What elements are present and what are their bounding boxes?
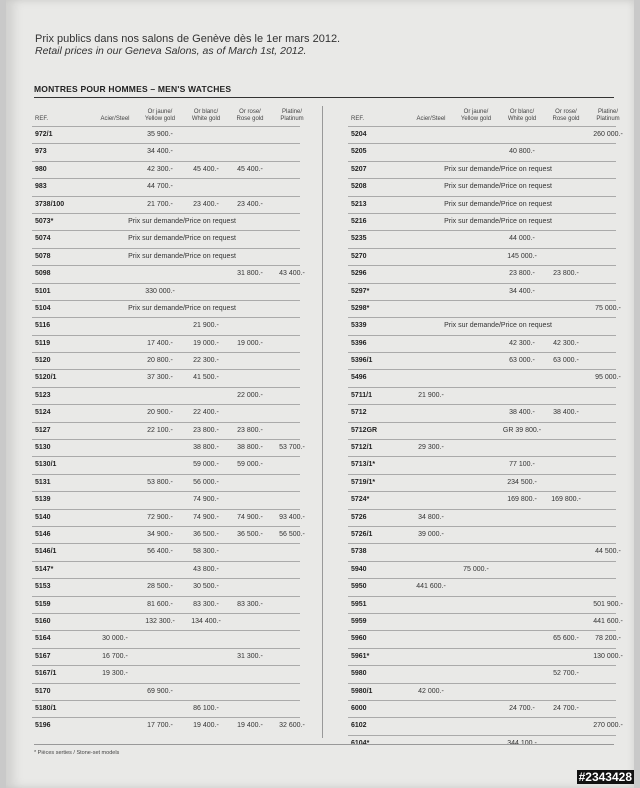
table-row — [348, 126, 623, 143]
price-cell-rose: 59 000.- — [237, 461, 263, 469]
table-row — [32, 126, 300, 143]
price-cell-white: 63 000.- — [509, 357, 535, 365]
price-cell-rose: 74 900.- — [237, 513, 263, 521]
price-cell-rose: 83 300.- — [237, 600, 263, 608]
ref-cell: 5950 — [351, 583, 367, 591]
table-row — [348, 683, 616, 700]
ref-cell: 5120/1 — [35, 374, 57, 382]
table-row — [348, 369, 621, 386]
ref-cell: 5146/1 — [35, 548, 57, 556]
col-header-rose: Or rose/ Rose gold — [552, 109, 580, 122]
table-row — [348, 352, 616, 369]
header-english: Retail prices in our Geneva Salons, as of March 1st, 2012. — [35, 45, 307, 57]
price-cell-yellow: 132 300.- — [145, 617, 175, 625]
table-row — [32, 352, 300, 369]
section-title: MONTRES POUR HOMMES – MEN'S WATCHES — [34, 84, 232, 94]
price-cell-white: 77 100.- — [509, 461, 535, 469]
price-cell-rose: 23 400.- — [237, 200, 263, 208]
ref-cell: 5270 — [351, 252, 367, 260]
ref-cell: 5297* — [351, 287, 370, 295]
table-row — [32, 613, 300, 630]
table-row — [32, 265, 305, 282]
table-row — [32, 196, 300, 213]
price-cell-white: 21 900.- — [193, 322, 219, 330]
ref-cell: 5496 — [351, 374, 367, 382]
price-cell-yellow: 34 900.- — [147, 530, 173, 538]
price-on-request-cell: Prix sur demande/Price on request — [128, 217, 236, 225]
ref-cell: 5074 — [35, 235, 51, 243]
price-cell-steel: 30 000.- — [102, 635, 128, 643]
ref-cell: 5140 — [35, 513, 51, 521]
price-cell-platinum: 441 600.- — [593, 617, 623, 625]
ref-cell: 980 — [35, 165, 47, 173]
ref-cell: 5712 — [351, 409, 367, 417]
ref-cell: 5153 — [35, 583, 51, 591]
price-cell-white: 22 300.- — [193, 357, 219, 365]
ref-cell: 5104 — [35, 304, 51, 312]
table-row — [348, 561, 616, 578]
price-cell-rose: 63 000.- — [553, 357, 579, 365]
ref-cell: 972/1 — [35, 131, 53, 138]
price-cell-rose: 24 700.- — [553, 704, 579, 712]
price-cell-yellow: 44 700.- — [147, 183, 173, 191]
ref-cell: 5712GR — [351, 426, 378, 434]
ref-cell: 5127 — [35, 426, 51, 434]
price-cell-rose: 23 800.- — [553, 270, 579, 278]
table-row — [348, 422, 616, 439]
ref-cell: 5119 — [35, 339, 51, 347]
table-row — [348, 578, 616, 595]
ref-cell: 5712/1 — [351, 444, 373, 452]
table-row — [32, 143, 300, 160]
table-row — [32, 648, 300, 665]
table-row — [348, 248, 616, 265]
ref-cell: 5146 — [35, 530, 51, 538]
ref-cell: 5396/1 — [351, 357, 373, 365]
footer-rule — [34, 744, 614, 745]
price-cell-white: 23 800.- — [193, 426, 219, 434]
table-row — [348, 387, 616, 404]
ref-cell: 6104* — [351, 739, 370, 747]
price-cell-white: 22 400.- — [193, 409, 219, 417]
table-row — [348, 509, 616, 526]
price-cell-yellow: 17 700.- — [147, 722, 173, 730]
price-cell-rose: 65 600.- — [553, 635, 579, 643]
price-cell-platinum: 260 000.- — [593, 131, 623, 138]
price-cell-yellow: 28 500.- — [147, 583, 173, 591]
ref-cell: 5207 — [351, 165, 367, 173]
price-on-request-cell: Prix sur demande/Price on request — [128, 235, 236, 243]
price-cell-rose: 22 000.- — [237, 391, 263, 399]
price-cell-yellow: 42 300.- — [147, 165, 173, 173]
table-row — [348, 196, 616, 213]
image-id-stamp: #2343428 — [578, 770, 632, 784]
price-cell-yellow: 17 400.- — [147, 339, 173, 347]
col-header-yellow: Or jaune/ Yellow gold — [144, 109, 176, 122]
ref-cell: 5167/1 — [35, 670, 57, 678]
ref-cell: 5713/1* — [351, 461, 376, 469]
table-row — [32, 283, 300, 300]
price-cell-white: 44 000.- — [509, 235, 535, 243]
price-cell-white: 34 400.- — [509, 287, 535, 295]
ref-cell: 5980/1 — [351, 687, 373, 695]
ref-cell: 5726/1 — [351, 530, 373, 538]
table-row — [32, 491, 300, 508]
table-row — [348, 665, 616, 682]
price-cell-white: 344 100.- — [507, 739, 537, 747]
table-row — [32, 509, 305, 526]
col-header-ref: REF. — [35, 116, 49, 122]
price-cell-rose: 52 700.- — [553, 670, 579, 678]
ref-cell: 6102 — [351, 722, 367, 730]
ref-cell: 5339 — [351, 322, 367, 330]
table-row — [32, 335, 300, 352]
column-headers — [348, 102, 620, 126]
price-cell-white: 86 100.- — [193, 704, 219, 712]
ref-cell: 5213 — [351, 200, 367, 208]
col-header-white: Or blanc/ White gold — [191, 109, 221, 122]
ref-cell: 5959 — [351, 617, 367, 625]
table-row — [348, 700, 616, 717]
price-cell-white: 43 800.- — [193, 565, 219, 573]
price-cell-white: 23 400.- — [193, 200, 219, 208]
table-row — [348, 161, 616, 178]
table-row — [32, 422, 300, 439]
price-cell-white: 74 900.- — [193, 513, 219, 521]
table-row — [348, 543, 621, 560]
table-row — [348, 404, 616, 421]
ref-cell: 973 — [35, 148, 47, 156]
price-cell-yellow: 53 800.- — [147, 478, 173, 486]
table-row — [32, 161, 300, 178]
ref-cell: 5078 — [35, 252, 51, 260]
price-cell-steel: 19 300.- — [102, 670, 128, 678]
table-row — [348, 526, 616, 543]
price-cell-white: 23 800.- — [509, 270, 535, 278]
ref-cell: 5296 — [351, 270, 367, 278]
table-row — [348, 439, 616, 456]
price-cell-steel: 42 000.- — [418, 687, 444, 695]
price-cell-platinum: 93 400.- — [279, 513, 305, 521]
price-cell-white: 145 000.- — [507, 252, 537, 260]
price-cell-rose: 31 800.- — [237, 270, 263, 278]
price-cell-white: 19 000.- — [193, 339, 219, 347]
price-cell-white: 74 900.- — [193, 496, 219, 504]
price-cell-rose: 31 300.- — [237, 652, 263, 660]
price-cell-white: 38 800.- — [193, 444, 219, 452]
price-cell-yellow: 20 800.- — [147, 357, 173, 365]
ref-cell: 5204 — [351, 131, 367, 138]
price-cell-white: 41 500.- — [193, 374, 219, 382]
price-cell-yellow: 75 000.- — [463, 565, 489, 573]
table-row — [32, 543, 300, 560]
price-cell-yellow: 35 900.- — [147, 131, 173, 138]
ref-cell: 5123 — [35, 391, 51, 399]
table-row — [32, 213, 300, 230]
price-on-request-cell: Prix sur demande/Price on request — [128, 252, 236, 260]
table-row — [348, 143, 616, 160]
section-rule — [34, 97, 614, 98]
ref-cell: 3738/100 — [35, 200, 65, 208]
ref-cell: 5139 — [35, 496, 51, 504]
ref-cell: 5120 — [35, 357, 51, 365]
col-header-steel: Acier/Steel — [100, 116, 130, 122]
ref-cell: 5711/1 — [351, 391, 373, 399]
table-row — [348, 335, 616, 352]
table-row — [32, 630, 300, 647]
price-cell-yellow: 37 300.- — [147, 374, 173, 382]
price-cell-white: 134 400.- — [191, 617, 221, 625]
ref-cell: 5098 — [35, 270, 51, 278]
ref-cell: 5961* — [351, 652, 370, 660]
ref-cell: 983 — [35, 183, 47, 191]
ref-cell: 5116 — [35, 322, 51, 330]
table-row — [348, 474, 616, 491]
table-row — [32, 178, 300, 195]
col-header-platinum: Platine/ Platinum — [280, 109, 304, 122]
price-cell-yellow: 81 600.- — [147, 600, 173, 608]
table-row — [348, 283, 616, 300]
price-cell-rose: 38 400.- — [553, 409, 579, 417]
ref-cell: 5159 — [35, 600, 51, 608]
price-cell-rose: 38 800.- — [237, 444, 263, 452]
price-cell-rose: 45 400.- — [237, 165, 263, 173]
price-table-left — [32, 102, 305, 735]
price-cell-white: 42 300.- — [509, 339, 535, 347]
col-header-ref: REF. — [351, 116, 365, 122]
table-row — [32, 717, 305, 734]
price-cell-rose: 169 800.- — [551, 496, 581, 504]
table-row — [348, 717, 623, 734]
col-header-white: Or blanc/ White gold — [507, 109, 537, 122]
price-cell-white: 40 800.- — [509, 148, 535, 156]
price-cell-steel: 441 600.- — [416, 583, 446, 591]
price-cell-white: 56 000.- — [193, 478, 219, 486]
table-row — [348, 178, 616, 195]
col-header-rose: Or rose/ Rose gold — [236, 109, 264, 122]
ref-cell: 5130 — [35, 444, 51, 452]
ref-cell: 5724* — [351, 496, 370, 504]
price-cell-platinum: 75 000.- — [595, 304, 621, 312]
price-cell-yellow: 20 900.- — [147, 409, 173, 417]
price-on-request-cell: Prix sur demande/Price on request — [444, 183, 552, 191]
ref-cell: 6000 — [351, 704, 367, 712]
ref-cell: 5235 — [351, 235, 367, 243]
ref-cell: 5205 — [351, 148, 367, 156]
table-row — [348, 630, 621, 647]
price-cell-yellow: 330 000.- — [145, 287, 175, 295]
table-row — [348, 265, 616, 282]
table-row — [348, 456, 616, 473]
table-row — [32, 456, 300, 473]
price-cell-steel: 29 300.- — [418, 444, 444, 452]
price-cell-white: 59 000.- — [193, 461, 219, 469]
price-cell-platinum: 44 500.- — [595, 548, 621, 556]
price-cell-white: 58 300.- — [193, 548, 219, 556]
price-cell-platinum: 78 200.- — [595, 635, 621, 643]
price-cell-white: 30 500.- — [193, 583, 219, 591]
price-cell-rose: 19 000.- — [237, 339, 263, 347]
price-on-request-cell: Prix sur demande/Price on request — [444, 217, 552, 225]
ref-cell: 5726 — [351, 513, 367, 521]
price-cell-rose: 36 500.- — [237, 530, 263, 538]
table-row — [348, 317, 616, 334]
ref-cell: 5160 — [35, 617, 51, 625]
price-cell-white: 38 400.- — [509, 409, 535, 417]
price-cell-white: 19 400.- — [193, 722, 219, 730]
ref-cell: 5216 — [351, 217, 367, 225]
price-cell-steel: 16 700.- — [102, 652, 128, 660]
ref-cell: 5073* — [35, 217, 54, 225]
table-row — [348, 613, 623, 630]
price-cell-white: 169 800.- — [507, 496, 537, 504]
ref-cell: 5980 — [351, 670, 367, 678]
table-row — [32, 596, 300, 613]
price-cell-rose: 23 800.- — [237, 426, 263, 434]
price-cell-white: GR 39 800.- — [502, 426, 542, 434]
column-divider — [322, 106, 323, 738]
header-french: Prix publics dans nos salons de Genève dès le 1er mars 2012. — [35, 33, 341, 45]
price-cell-platinum: 501 900.- — [593, 600, 623, 608]
table-row — [32, 387, 300, 404]
price-cell-platinum: 130 000.- — [593, 652, 623, 660]
table-row — [32, 561, 300, 578]
price-cell-rose: 19 400.- — [237, 722, 263, 730]
price-cell-platinum: 95 000.- — [595, 374, 621, 382]
price-cell-platinum: 43 400.- — [279, 270, 305, 278]
col-header-platinum: Platine/ Platinum — [596, 109, 620, 122]
footnote: * Pièces serties / Stone-set models — [34, 750, 120, 756]
price-cell-yellow: 56 400.- — [147, 548, 173, 556]
ref-cell: 5940 — [351, 565, 367, 573]
price-cell-yellow: 22 100.- — [147, 426, 173, 434]
table-row — [348, 648, 623, 665]
table-row — [32, 230, 300, 247]
price-on-request-cell: Prix sur demande/Price on request — [444, 322, 552, 330]
table-row — [32, 404, 300, 421]
price-cell-platinum: 32 600.- — [279, 722, 305, 730]
table-row — [32, 700, 300, 717]
ref-cell: 5167 — [35, 652, 51, 660]
table-row — [348, 300, 621, 317]
price-on-request-cell: Prix sur demande/Price on request — [444, 165, 552, 173]
price-cell-steel: 21 900.- — [418, 391, 444, 399]
price-cell-rose: 42 300.- — [553, 339, 579, 347]
price-on-request-cell: Prix sur demande/Price on request — [444, 200, 552, 208]
ref-cell: 5170 — [35, 687, 51, 695]
ref-cell: 5951 — [351, 600, 367, 608]
ref-cell: 5131 — [35, 478, 51, 486]
table-row — [348, 213, 616, 230]
price-cell-platinum: 53 700.- — [279, 444, 305, 452]
table-row — [348, 596, 623, 613]
table-row — [32, 317, 300, 334]
price-table-right — [348, 102, 623, 752]
col-header-yellow: Or jaune/ Yellow gold — [460, 109, 492, 122]
ref-cell: 5960 — [351, 635, 367, 643]
price-cell-yellow: 69 900.- — [147, 687, 173, 695]
ref-cell: 5180/1 — [35, 704, 57, 712]
price-cell-white: 45 400.- — [193, 165, 219, 173]
price-cell-yellow: 72 900.- — [147, 513, 173, 521]
table-row — [32, 300, 300, 317]
price-cell-white: 234 500.- — [507, 478, 537, 486]
ref-cell: 5298* — [351, 304, 370, 312]
table-row — [32, 526, 305, 543]
table-row — [32, 369, 300, 386]
ref-cell: 5396 — [351, 339, 367, 347]
ref-cell: 5101 — [35, 287, 51, 295]
price-cell-steel: 34 800.- — [418, 513, 444, 521]
ref-cell: 5147* — [35, 565, 54, 573]
table-row — [348, 230, 616, 247]
price-cell-white: 83 300.- — [193, 600, 219, 608]
table-row — [348, 491, 616, 508]
ref-cell: 5164 — [35, 635, 51, 643]
table-row — [32, 439, 305, 456]
table-row — [32, 683, 300, 700]
ref-cell: 5738 — [351, 548, 367, 556]
price-cell-platinum: 270 000.- — [593, 722, 623, 730]
price-cell-white: 24 700.- — [509, 704, 535, 712]
ref-cell: 5208 — [351, 183, 367, 191]
price-cell-steel: 39 000.- — [418, 530, 444, 538]
table-row — [32, 248, 300, 265]
ref-cell: 5124 — [35, 409, 51, 417]
table-row — [32, 665, 300, 682]
table-row — [32, 474, 300, 491]
col-header-steel: Acier/Steel — [416, 116, 446, 122]
table-row — [32, 578, 300, 595]
price-cell-yellow: 21 700.- — [147, 200, 173, 208]
ref-cell: 5196 — [35, 722, 51, 730]
ref-cell: 5719/1* — [351, 478, 376, 486]
price-cell-platinum: 56 500.- — [279, 530, 305, 538]
column-headers — [32, 102, 304, 126]
ref-cell: 5130/1 — [35, 461, 57, 469]
document-page — [6, 0, 634, 788]
price-on-request-cell: Prix sur demande/Price on request — [128, 304, 236, 312]
price-cell-yellow: 34 400.- — [147, 148, 173, 156]
price-cell-white: 36 500.- — [193, 530, 219, 538]
